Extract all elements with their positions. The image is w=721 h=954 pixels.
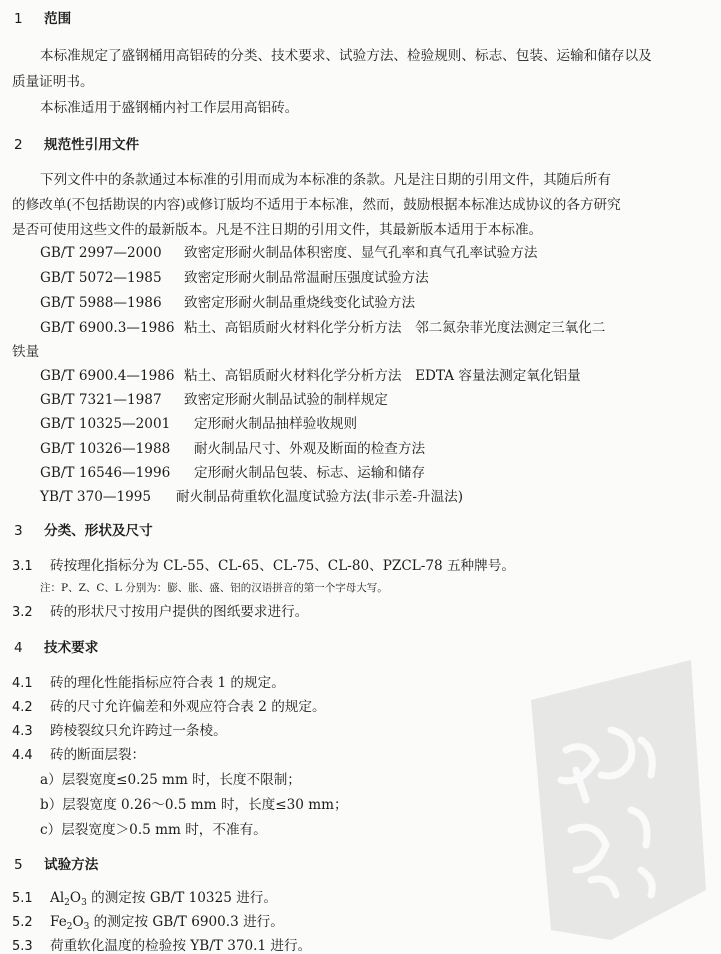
section-4-heading: 4 技术要求 — [14, 640, 99, 656]
clause-5-1: 5.1 $Al_2O_3$ 的测定按 GB/T 10325 进行。 — [12, 890, 277, 908]
section-5-heading: 5 试验方法 — [14, 857, 99, 873]
ref-item-cont: 铁量 — [12, 344, 40, 360]
ref-item: YB/T 370—1995 耐火制品荷重软化温度试验方法(非示差-升温法) — [40, 489, 464, 505]
section-1-heading: 1 范围 — [14, 11, 72, 27]
ref-item: GB/T 10325—2001 定形耐火制品抽样验收规则 — [40, 416, 358, 432]
clause-4-4-a: a）层裂宽度≤0.25 mm 时，长度不限制； — [40, 772, 301, 788]
refs-intro-line-3: 是否可使用这些文件的最新版本。凡是不注日期的引用文件，其最新版本适用于本标准。 — [12, 222, 543, 238]
clause-3-2: 3.2 砖的形状尺寸按用户提供的图纸要求进行。 — [12, 604, 309, 620]
clause-3-1: 3.1 砖按理化指标分为 CL-55、CL-65、CL-75、CL-80、PZCL-78 五种牌号。 — [12, 558, 515, 574]
ref-item: GB/T 16546—1996 定形耐火制品包装、标志、运输和储存 — [40, 465, 426, 481]
clause-5-2: 5.2 $Fe_2O_3$ 的测定按 GB/T 6900.3 进行。 — [12, 914, 284, 932]
clause-4-2: 4.2 砖的尺寸允许偏差和外观应符合表 2 的规定。 — [12, 699, 326, 715]
clause-4-4-b: b）层裂宽度 0.26～0.5 mm 时，长度≤30 mm； — [40, 797, 348, 813]
clause-4-3: 4.3 跨棱裂纹只允许跨过一条棱。 — [12, 723, 227, 739]
refs-intro-line-2: 的修改单(不包括勘误的内容)或修订版均不适用于本标准，然而，鼓励根据本标准达成协议的各方研究 — [12, 197, 621, 213]
section-3-heading: 3 分类、形状及尺寸 — [14, 523, 153, 539]
scope-paragraph-1-cont: 质量证明书。 — [12, 74, 94, 90]
ref-item: GB/T 5988—1986 致密定形耐火制品重烧线变化试验方法 — [40, 295, 416, 311]
seal-watermark — [491, 640, 721, 940]
classification-note: 注：P、Z、C、L 分别为：膨、胀、盛、铝的汉语拼音的第一个字母大写。 — [40, 582, 388, 594]
ref-item: GB/T 2997—2000 致密定形耐火制品体积密度、显气孔率和真气孔率试验方法 — [40, 245, 538, 261]
ref-item: GB/T 6900.4—1986 粘土、高铝质耐火材料化学分析方法 EDTA 容量法测定氧化铝量 — [40, 368, 581, 384]
clause-5-3: 5.3 荷重软化温度的检验按 YB/T 370.1 进行。 — [12, 938, 312, 954]
ref-item: GB/T 5072—1985 致密定形耐火制品常温耐压强度试验方法 — [40, 270, 429, 286]
ref-item: GB/T 6900.3—1986 粘土、高铝质耐火材料化学分析方法 邻二氮杂菲光度法测定三氧化二 — [40, 320, 606, 336]
clause-4-4-c: c）层裂宽度＞0.5 mm 时，不准有。 — [40, 822, 267, 838]
clause-4-4: 4.4 砖的断面层裂： — [12, 747, 146, 763]
scope-paragraph-1: 本标准规定了盛钢桶用高铝砖的分类、技术要求、试验方法、检验规则、标志、包装、运输和储存以及 — [40, 48, 652, 64]
ref-item: GB/T 10326—1988 耐火制品尺寸、外观及断面的检查方法 — [40, 441, 426, 457]
ref-item: GB/T 7321—1987 致密定形耐火制品试验的制样规定 — [40, 392, 388, 408]
scope-paragraph-2: 本标准适用于盛钢桶内衬工作层用高铝砖。 — [40, 100, 299, 116]
clause-4-1: 4.1 砖的理化性能指标应符合表 1 的规定。 — [12, 675, 285, 691]
section-2-heading: 2 规范性引用文件 — [14, 137, 140, 153]
refs-intro-line-1: 下列文件中的条款通过本标准的引用而成为本标准的条款。凡是注日期的引用文件，其随后所有 — [40, 172, 611, 188]
